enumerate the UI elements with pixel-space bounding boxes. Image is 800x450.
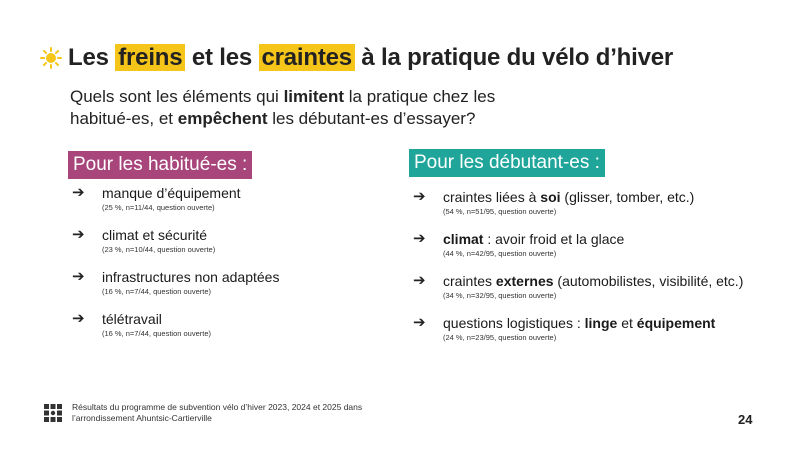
item-label: télétravail [102, 311, 162, 327]
title-part: Les [68, 44, 116, 71]
title-highlight-craintes: craintes [259, 44, 355, 71]
item-note: (24 %, n=23/95, question ouverte) [443, 333, 557, 342]
list-item [413, 272, 743, 314]
item-text-part: : avoir froid et la glace [483, 231, 625, 247]
subtitle-bold: empêchent [177, 109, 268, 128]
item-label: infrastructures non adaptées [102, 269, 280, 285]
title-highlight-freins: freins [115, 44, 185, 71]
item-text-part: craintes liées à [443, 189, 541, 205]
arrow-right-icon: ➔ [413, 188, 426, 205]
item-note: (34 %, n=32/95, question ouverte) [443, 291, 557, 300]
item-bold: équipement [636, 315, 716, 331]
item-note: (44 %, n=42/95, question ouverte) [443, 249, 557, 258]
item-label [443, 314, 743, 332]
title-part: à la pratique du vélo d’hiver [354, 44, 674, 71]
item-label [443, 188, 743, 206]
subtitle-bold: limitent [283, 87, 345, 106]
page-number: 24 [738, 412, 753, 427]
city-logo-icon [44, 404, 62, 422]
item-note: (25 %, n=11/44, question ouverte) [102, 203, 215, 212]
footer-source: Résultats du programme de subvention vélo d’hiver 2023, 2024 et 2025 dans l’arrondissement Ahuntsic-Cartierville [72, 402, 363, 423]
header-habitues: Pour les habitué-es : [68, 151, 252, 179]
item-text-part: craintes [443, 273, 496, 289]
list-item [72, 226, 279, 268]
item-bold: climat [443, 231, 484, 247]
list-habitues [72, 184, 279, 352]
arrow-right-icon: ➔ [413, 230, 426, 247]
subtitle-text: la pratique chez les habitué-es, et [70, 87, 496, 128]
title-row [40, 44, 673, 72]
list-debutants [413, 188, 743, 356]
list-item [413, 230, 743, 272]
item-bold: linge [584, 315, 618, 331]
arrow-right-icon: ➔ [72, 268, 85, 285]
item-note: (16 %, n=7/44, question ouverte) [102, 287, 212, 296]
arrow-right-icon: ➔ [413, 314, 426, 331]
sun-icon [40, 47, 62, 69]
subtitle-text: les débutant-es d’essayer? [267, 109, 476, 128]
item-label: climat et sécurité [102, 227, 208, 243]
item-text-part: (automobilistes, visibilité, etc.) [553, 273, 744, 289]
list-item [72, 268, 279, 310]
item-bold: soi [540, 189, 561, 205]
list-item [413, 188, 743, 230]
header-debutants: Pour les débutant-es : [409, 149, 605, 177]
subtitle [70, 86, 550, 130]
item-label [443, 272, 743, 290]
item-label [443, 230, 743, 248]
item-note: (54 %, n=51/95, question ouverte) [443, 207, 557, 216]
arrow-right-icon: ➔ [72, 184, 85, 201]
item-text-part: questions logistiques : [443, 315, 585, 331]
arrow-right-icon: ➔ [72, 226, 85, 243]
item-note: (16 %, n=7/44, question ouverte) [102, 329, 212, 338]
list-item [72, 184, 279, 226]
item-label: manque d’équipement [102, 185, 241, 201]
list-item [72, 310, 279, 352]
subtitle-text: Quels sont les éléments qui [70, 87, 284, 106]
item-text-part: (glisser, tomber, etc.) [560, 189, 695, 205]
item-bold: externes [495, 273, 554, 289]
title-part: et les [185, 44, 259, 71]
item-note: (23 %, n=10/44, question ouverte) [102, 245, 216, 254]
item-text-part: et [617, 315, 637, 331]
list-item [413, 314, 743, 356]
arrow-right-icon: ➔ [72, 310, 85, 327]
arrow-right-icon: ➔ [413, 272, 426, 289]
page-title [68, 44, 673, 72]
